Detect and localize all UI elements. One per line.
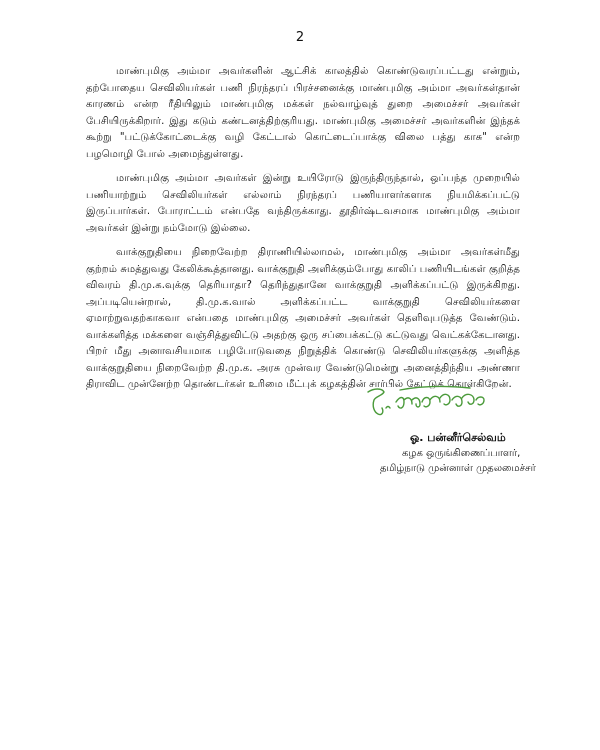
paragraph-1: மாண்புமிகு அம்மா அவர்களின் ஆட்சிக் காலத்தில் கொண்டுவரப்பட்டது என்றும், தற்போதைய செவிலியர்கள் பணி நிரந்தரப் பிரச்சனைக்கு மாண்புமிகு அம்மா அவர்கள்தான் காரணம் என்ற ரீதியிலும் மாண்புமிகு மக்கள் நல்வாழ்வுத் துறை அமைச்சர் அவர்கள் பேசியிருக்கிறார். இது கடும் கண்டனத்திற்குரியது. மாண்புமிகு அமைச்சர் அவர்களின் இந்தக் கூற்று "பட்டுக்கோட்டைக்கு வழி கேட்டால் கொட்டைப்பாக்கு விலை பத்து காசு" என்ற பழமொழி போல் அமைந்துள்ளது. [86,66,520,160]
signatory-block [380,430,540,476]
letter-body [86,64,520,394]
page-number: 2 [295,30,305,45]
paragraph-3: வாக்குறுதியை நிறைவேற்ற திராணியில்லாமல், மாண்புமிகு அம்மா அவர்கள்மீது குற்றம் சுமத்துவது கேலிக்கூத்தானது. வாக்குறுதி அளிக்கும்போது காலிப் பணியிடங்கள் குறித்த விவரம் தி.மு.க.வுக்கு தெரியாதா? தெரிந்துதானே வாக்குறுதி அளிக்கப்பட்டு இருக்கிறது. அப்படியென்றால், தி.மு.க.வால் அளிக்கப்பட்ட வாக்குறுதி செவிலியர்களை ஏமாற்றுவதற்காகவா என்பதை மாண்புமிகு அமைச்சர் அவர்கள் தெளிவுபடுத்த வேண்டும். வாக்களித்த மக்களை வஞ்சித்துவிட்டு அதற்கு ஒரு சப்பைக்கட்டு கட்டுவது வெட்கக்கேடானது. பிறர் மீது அனாவசியமாக பழிபோடுவதை நிறுத்திக் கொண்டு செவிலியர்களுக்கு அளித்த வாக்குறுதியை நிறைவேற்ற தி.மு.க. அரசு முன்வர வேண்டுமென்று அனைத்திந்திய அண்ணா திராவிட முன்னேற்ற தொண்டர்கள் உரிமை மீட்புக் கழகத்தின் சார்பில் கேட்டுக் கொள்கிறேன். [86,247,520,390]
handwritten-signature [360,378,492,424]
paragraph-2: மாண்புமிகு அம்மா அவர்கள் இன்று உயிரோடு இருந்திருந்தால், ஒப்பந்த முறையில் பணியாற்றும் செவிலியர்கள் எல்லாம் நிரந்தரப் பணியாளர்களாக நியமிக்கப்பட்டு இருப்பார்கள். போராட்டம் என்பதே வந்திருக்காது. தூதிர்ஷ்டவசமாக மாண்புமிகு அம்மா அவர்கள் இன்று நம்மோடு இல்லை. [86,173,520,234]
signatory-designation: கழக ஒருங்கிணைப்பாளர், [402,448,521,459]
signatory-name: ஓ. பன்னீர்செல்வம் [410,431,506,444]
signatory-former-title: தமிழ்நாடு முன்னாள் முதலமைச்சர் [380,463,536,474]
